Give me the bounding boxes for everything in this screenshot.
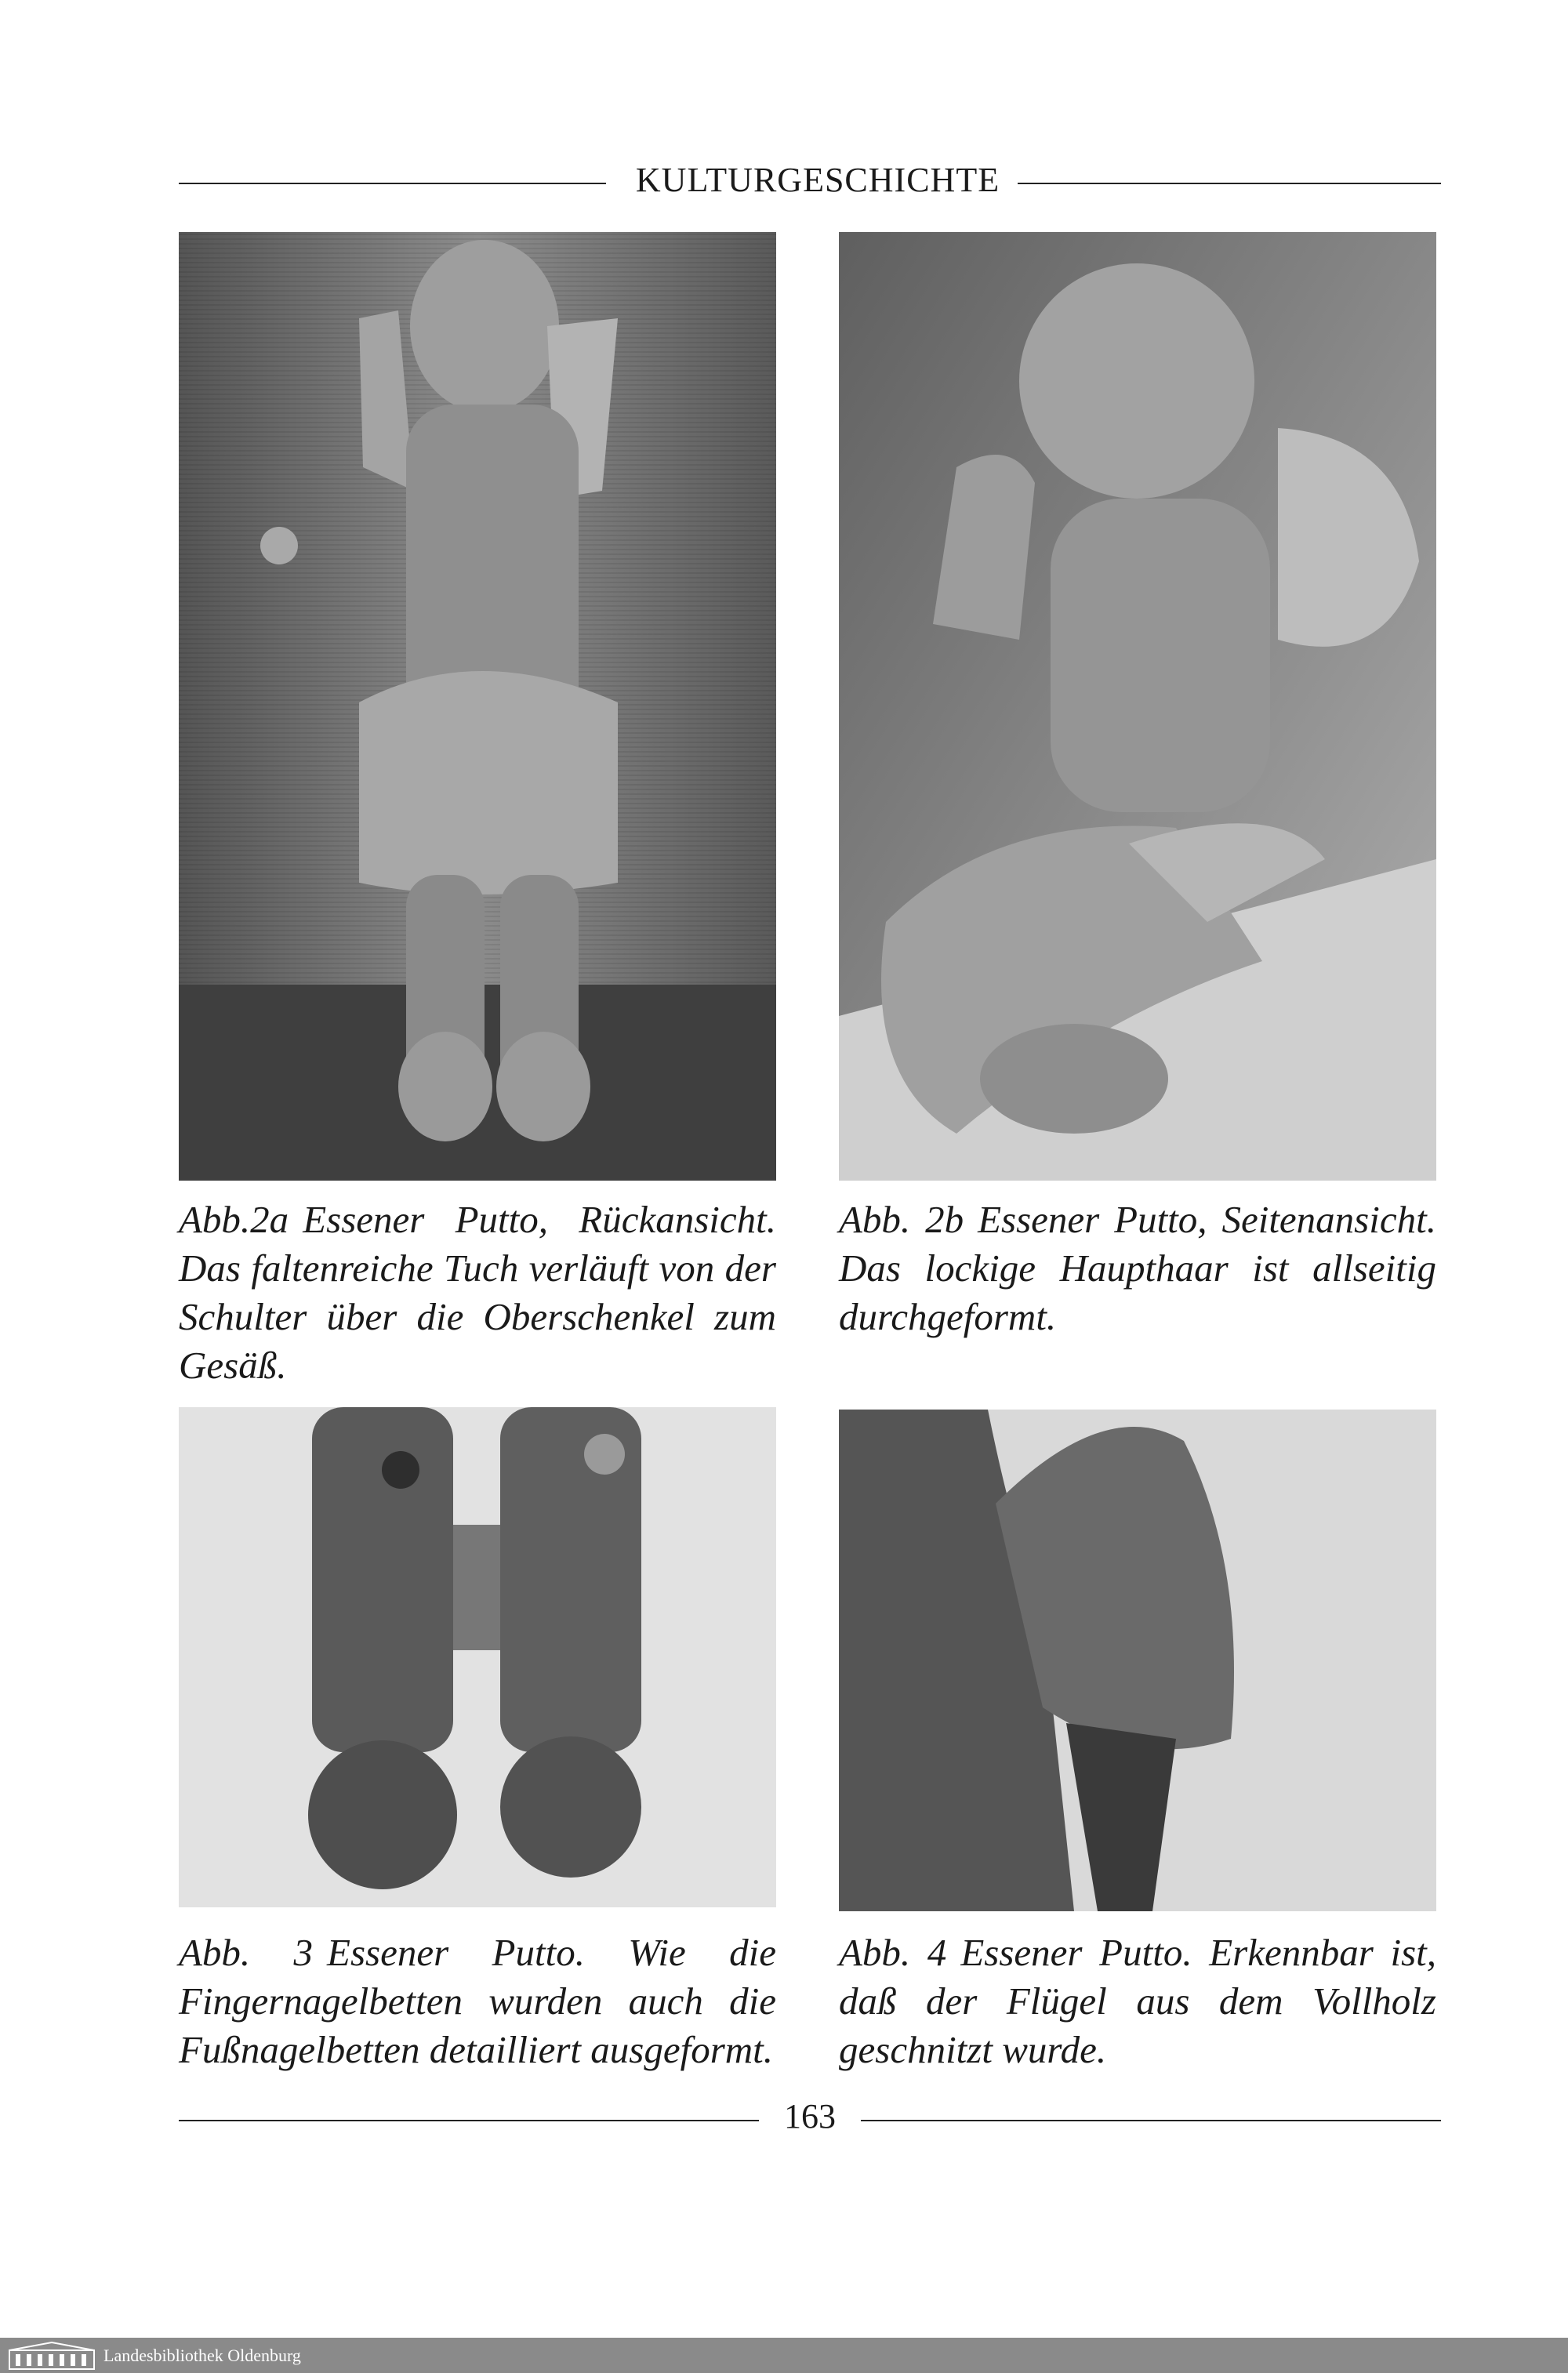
footer-rule-right [861,2120,1441,2121]
library-name: Landesbibliothek Oldenburg [103,2346,301,2365]
library-watermark-bar [0,2338,1568,2373]
caption-fig-4 [839,1929,1436,2074]
running-header [179,161,1441,200]
caption-label: Abb.2a [179,1198,289,1241]
footer-rule-left [179,2120,759,2121]
caption-label: Abb. 4 [839,1931,947,1974]
caption-fig-3 [179,1929,776,2074]
caption-text: Essener Putto, Rückansicht. Das faltenreiche Tuch verläuft von der Schulter über die Oberschenkel zum Gesäß. [179,1198,776,1387]
library-building-icon [8,2341,96,2370]
page-number: 163 [784,2097,836,2135]
header-rule-right [1018,183,1441,184]
photo-putto-back-view [179,232,776,1181]
caption-text: Essener Putto, Seitenansicht. Das lockige Haupthaar ist allseitig durchgeformt. [839,1198,1436,1338]
section-title: KULTURGESCHICHTE [635,161,1000,199]
caption-label: Abb. 2b [839,1198,964,1241]
header-rule-left [179,183,606,184]
caption-fig-2a [179,1196,776,1390]
caption-text: Essener Putto. Erkennbar ist, daß der Flügel aus dem Vollholz geschnitzt wurde. [839,1931,1437,2071]
photo-putto-feet [179,1407,776,1907]
caption-text: Essener Putto. Wie die Fingernagelbetten wurden auch die Fußnagelbetten detailliert ausgeformt. [179,1931,776,2071]
caption-label: Abb. 3 [179,1931,314,1974]
photo-putto-side-view [839,232,1436,1181]
photo-putto-wing [839,1410,1436,1911]
page-footer [179,2092,1441,2139]
caption-fig-2b [839,1196,1436,1341]
